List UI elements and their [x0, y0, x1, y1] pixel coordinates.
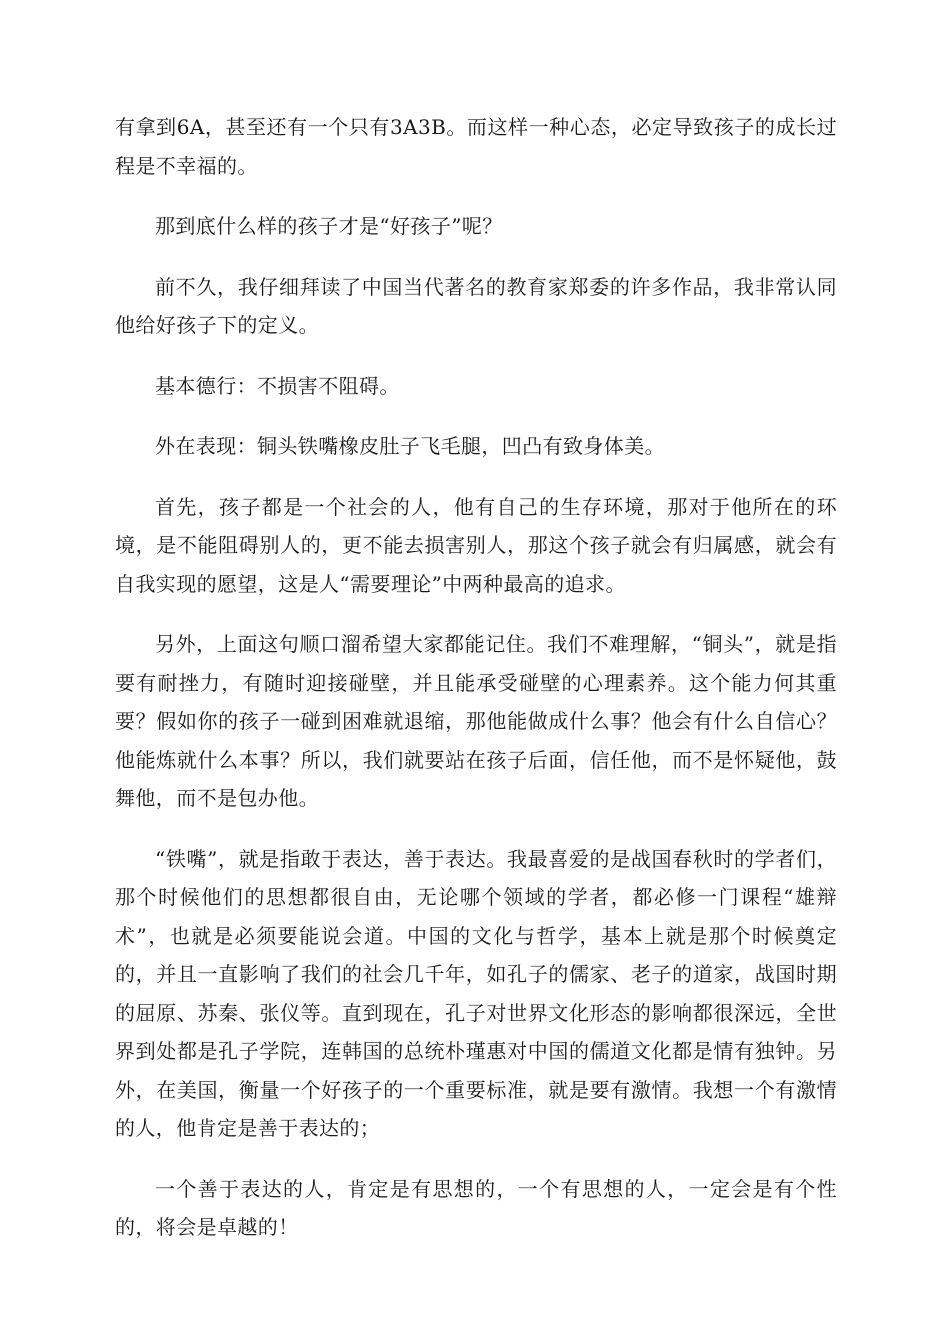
paragraph-3: 前不久，我仔细拜读了中国当代著名的教育家郑委的许多作品，我非常认同他给好孩子下的定义。: [115, 274, 837, 337]
paragraph-6: 首先，孩子都是一个社会的人，他有自己的生存环境，那对于他所在的环境，是不能阻碍别人的，更不能去损害别人，那这个孩子就会有归属感，就会有自我实现的愿望，这是人“需要理论”中两种最高的追求。: [115, 494, 837, 596]
paragraph-9: 一个善于表达的人，肯定是有思想的，一个有思想的人，一定会是有个性的，将会是卓越的！: [115, 1176, 837, 1239]
paragraph-4: 基本德行：不损害不阻碍。: [155, 373, 400, 398]
paragraph-2: 那到底什么样的孩子才是“好孩子”呢？: [155, 214, 503, 238]
paragraph-8: “铁嘴”，就是指敢于表达，善于表达。我最喜爱的是战国春秋时的学者们，那个时候他们的思想都很自由，无论哪个领域的学者，都必修一门课程“雄辩术”，也就是必须要能说会道。中国的文化与哲学，基本上就是那个时候奠定的，并且一直影响了我们的社会几千年，如孔子的儒家、老子的道家，战国时期的屈原、苏秦、张仪等。直到现在，孔子对世界文化形态的影响都很深远，全世界到处都是孔子学院，连韩国的总统朴瑾惠对中国的儒道文化都是情有独钟。另外，在美国，衡量一个好孩子的一个重要标准，就是要有激情。我想一个有激情的人，他肯定是善于表达的；: [115, 846, 837, 1140]
document-page: [115, 108, 837, 1269]
paragraph-1: 有拿到6A，甚至还有一个只有3A3B。而这样一种心态，必定导致孩子的成长过程是不幸福的。: [115, 115, 837, 178]
paragraph-5: 外在表现：铜头铁嘴橡皮肚子飞毛腿，凹凸有致身体美。: [155, 434, 665, 458]
paragraph-7: 另外，上面这句顺口溜希望大家都能记住。我们不难理解，“铜头”，就是指要有耐挫力，有随时迎接碰壁，并且能承受碰壁的心理素养。这个能力何其重要？假如你的孩子一碰到困难就退缩，那他能做成什么事？他会有什么自信心？他能炼就什么本事？所以，我们就要站在孩子后面，信任他，而不是怀疑他，鼓舞他，而不是包办他。: [115, 632, 837, 810]
